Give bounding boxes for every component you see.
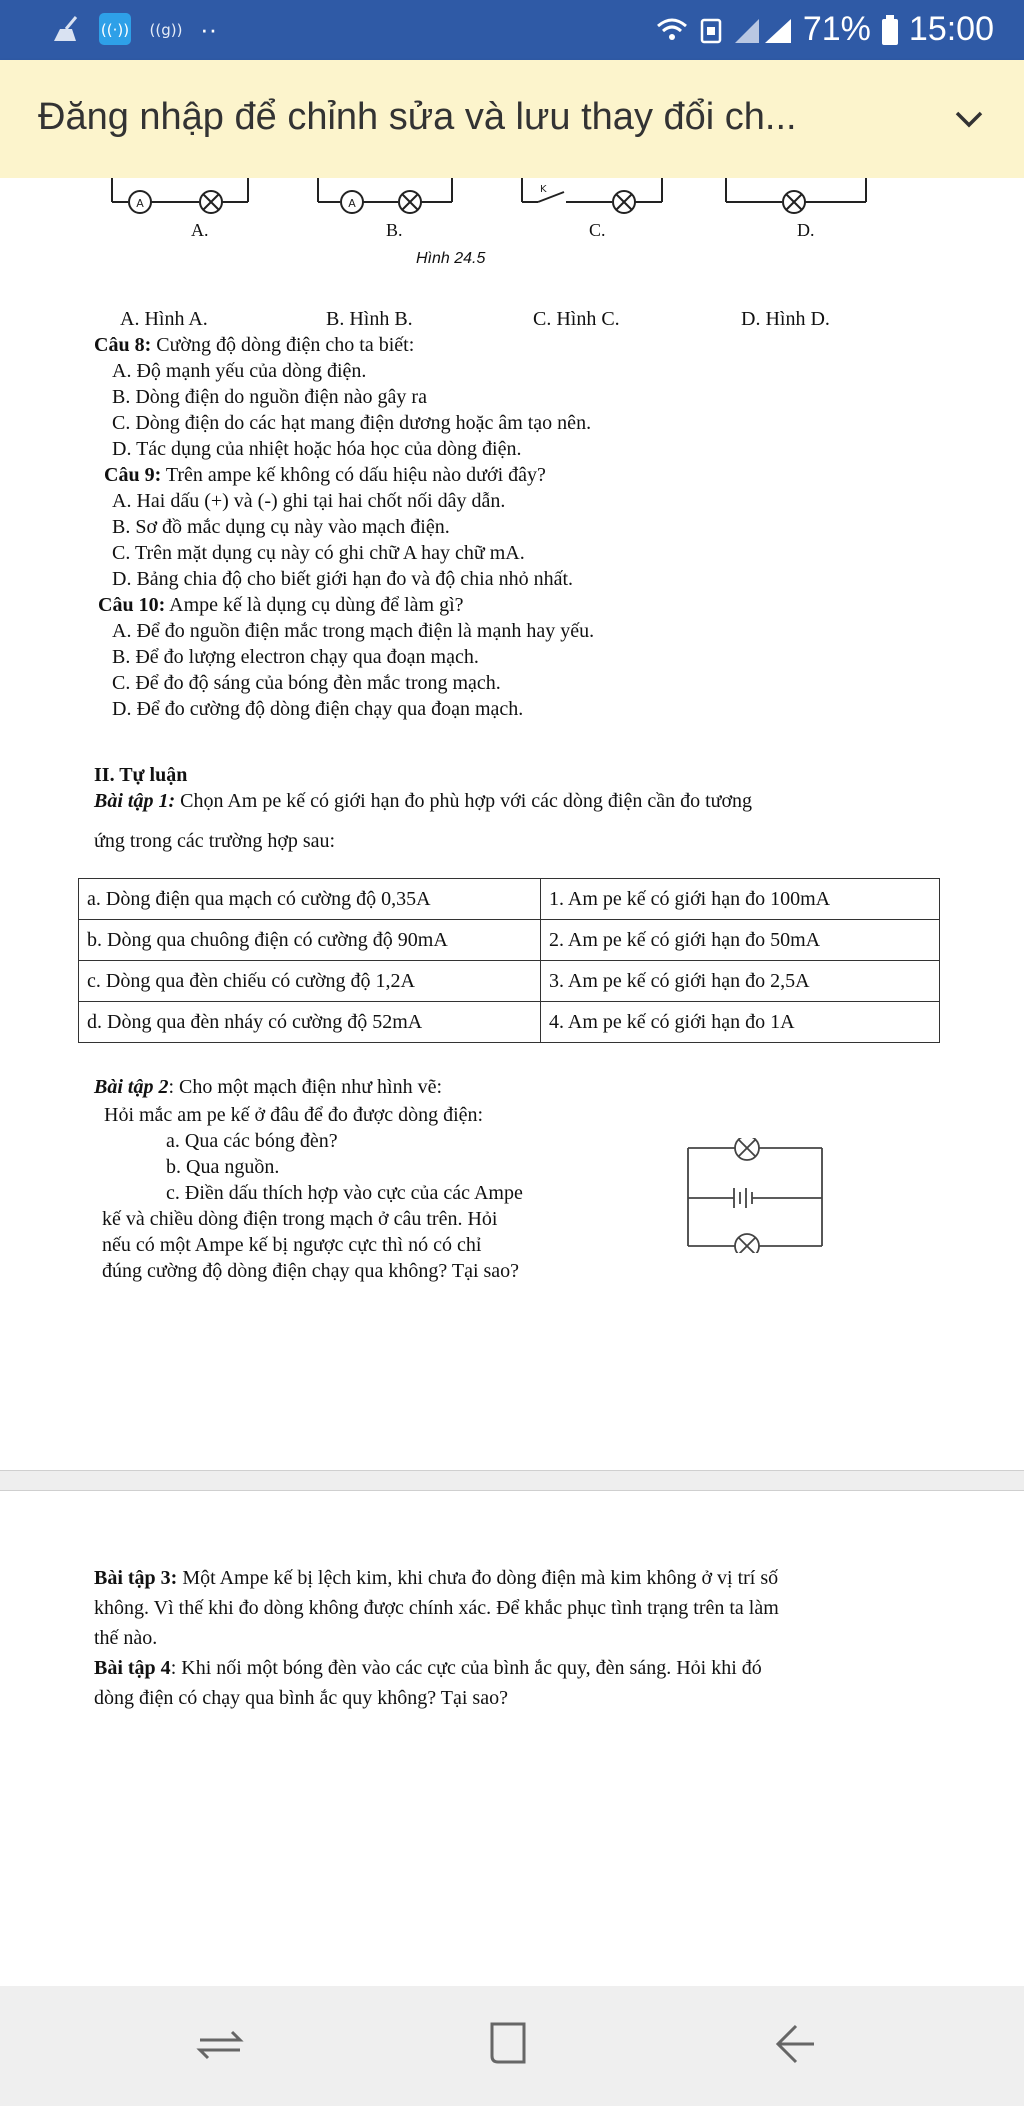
q10-option-d: D. Để đo cường độ dòng điện chạy qua đoạn mạch. xyxy=(112,698,524,720)
table-cell: a. Dòng điện qua mạch có cường độ 0,35A xyxy=(79,879,541,920)
table-row xyxy=(79,961,940,1002)
q7-option-b: B. Hình B. xyxy=(326,308,413,330)
q7-option-c: C. Hình C. xyxy=(533,308,620,330)
figure-24-5-circuits xyxy=(100,178,900,238)
bt1-text-line-2: ứng trong các trường hợp sau: xyxy=(94,830,336,852)
exercise-3 xyxy=(94,1565,778,1591)
bt2-line-3: b. Qua nguồn. xyxy=(166,1156,280,1178)
navigation-bar xyxy=(0,1986,1024,2106)
q8-option-c: C. Dòng điện do các hạt mang điện dương hoặc âm tạo nên. xyxy=(112,412,592,434)
q10-option-c: C. Để đo độ sáng của bóng đèn mắc trong mạch. xyxy=(112,672,501,694)
table-row xyxy=(79,879,940,920)
table-cell: b. Dòng qua chuông điện có cường độ 90mA xyxy=(79,920,541,961)
wifi-icon xyxy=(655,15,689,45)
svg-text:K: K xyxy=(540,184,547,195)
bt2-line-6: nếu có một Ampe kế bị ngược cực thì nó có chỉ xyxy=(102,1234,482,1256)
data-icon xyxy=(699,15,723,45)
hotspot-icon xyxy=(98,12,132,46)
section-heading: II. Tự luận xyxy=(94,764,188,786)
q7-option-a: A. Hình A. xyxy=(120,308,208,330)
svg-text:((·)): ((·)) xyxy=(100,21,130,39)
back-icon[interactable] xyxy=(772,2016,820,2072)
bt4-label: Bài tập 4 xyxy=(94,1657,171,1679)
recent-apps-icon[interactable] xyxy=(196,2016,244,2072)
q9-option-c: C. Trên mặt dụng cụ này có ghi chữ A hay chữ mA. xyxy=(112,542,525,564)
svg-text:A: A xyxy=(136,197,144,210)
bt2-line-4: c. Điền dấu thích hợp vào cực của các Ampe xyxy=(166,1182,523,1204)
q8-option-d: D. Tác dụng của nhiệt hoặc hóa học của dòng điện. xyxy=(112,438,522,460)
figure-caption: Hình 24.5 xyxy=(416,250,486,267)
signal-icon xyxy=(733,15,793,45)
q10-label: Câu 10: xyxy=(98,594,166,616)
exercise-2-intro xyxy=(94,1074,442,1100)
exercise-1-intro xyxy=(94,788,752,814)
figure-label-d: D. xyxy=(797,220,815,240)
bt3-text-line-3: thế nào. xyxy=(94,1627,158,1649)
q8-option-a: A. Độ mạnh yếu của dòng điện. xyxy=(112,360,367,382)
table-cell: 2. Am pe kế có giới hạn đo 50mA xyxy=(541,920,940,961)
q9-label: Câu 9: xyxy=(104,464,162,486)
bt1-text-line-1: Chọn Am pe kế có giới hạn đo phù hợp với các dòng điện cần đo tương xyxy=(175,790,753,812)
wifi-calling-icon xyxy=(146,14,186,44)
question-9 xyxy=(104,462,546,488)
bt3-text-line-2: không. Vì thế khi đo dòng không được chính xác. Để khắc phục tình trạng trên ta làm xyxy=(94,1597,779,1619)
bt2-text: : Cho một mạch điện như hình vẽ: xyxy=(168,1076,443,1098)
figure-label-c: C. xyxy=(589,220,606,240)
table-cell: d. Dòng qua đèn nháy có cường độ 52mA xyxy=(79,1002,541,1043)
table-cell: 1. Am pe kế có giới hạn đo 100mA xyxy=(541,879,940,920)
exercise-4 xyxy=(94,1655,762,1681)
question-8 xyxy=(94,332,414,358)
status-bar xyxy=(0,0,1024,60)
table-row xyxy=(79,1002,940,1043)
document-page-1[interactable] xyxy=(0,178,1024,1471)
q9-option-a: A. Hai dấu (+) và (-) ghi tại hai chốt nối dây dẫn. xyxy=(112,490,506,512)
document-page-2[interactable] xyxy=(0,1490,1024,1991)
svg-text:((g)): ((g)) xyxy=(149,21,183,39)
q8-label: Câu 8: xyxy=(94,334,152,356)
q9-option-d: D. Bảng chia độ cho biết giới hạn đo và độ chia nhỏ nhất. xyxy=(112,568,574,590)
bt2-line-1: Hỏi mắc am pe kế ở đâu để đo được dòng điện: xyxy=(104,1104,484,1126)
home-icon[interactable] xyxy=(484,2016,532,2072)
sign-in-banner[interactable] xyxy=(0,60,1024,178)
q8-text: Cường độ dòng điện cho ta biết: xyxy=(151,334,415,356)
clock: 15:00 xyxy=(908,10,994,48)
bt2-label: Bài tập 2 xyxy=(94,1076,169,1098)
battery-percent: 71% xyxy=(802,10,871,48)
battery-icon xyxy=(881,14,899,46)
chevron-down-icon[interactable] xyxy=(952,102,986,136)
status-dots: ·· xyxy=(200,13,218,44)
bt3-label: Bài tập 3: xyxy=(94,1567,178,1589)
table-cell: c. Dòng qua đèn chiếu có cường độ 1,2A xyxy=(79,961,541,1002)
figure-label-a: A. xyxy=(191,220,209,240)
q7-option-d: D. Hình D. xyxy=(741,308,830,330)
banner-message: Đăng nhập để chỉnh sửa và lưu thay đổi ch... xyxy=(38,96,797,138)
bt3-text-line-1: Một Ampe kế bị lệch kim, khi chưa đo dòng điện mà kim không ở vị trí số xyxy=(177,1567,779,1589)
q8-option-b: B. Dòng điện do nguồn điện nào gây ra xyxy=(112,386,427,408)
q10-option-a: A. Để đo nguồn điện mắc trong mạch điện là mạnh hay yếu. xyxy=(112,620,595,642)
matching-table xyxy=(78,878,940,1043)
table-cell: 4. Am pe kế có giới hạn đo 1A xyxy=(541,1002,940,1043)
bt4-text-line-2: dòng điện có chạy qua bình ắc quy không? Tại sao? xyxy=(94,1687,508,1709)
bt2-line-7: đúng cường độ dòng điện chạy qua không? Tại sao? xyxy=(102,1260,520,1282)
q9-text: Trên ampe kế không có dấu hiệu nào dưới đây? xyxy=(161,464,546,486)
table-cell: 3. Am pe kế có giới hạn đo 2,5A xyxy=(541,961,940,1002)
bt1-label: Bài tập 1: xyxy=(94,790,176,812)
figure-label-b: B. xyxy=(386,220,403,240)
svg-text:A: A xyxy=(348,197,356,210)
q10-text: Ampe kế là dụng cụ dùng để làm gì? xyxy=(165,594,464,616)
broom-icon xyxy=(50,14,84,44)
q9-option-b: B. Sơ đồ mắc dụng cụ này vào mạch điện. xyxy=(112,516,450,538)
bt2-line-2: a. Qua các bóng đèn? xyxy=(166,1130,338,1152)
q10-option-b: B. Để đo lượng electron chạy qua đoạn mạch. xyxy=(112,646,479,668)
circuit-diagram xyxy=(686,1138,826,1253)
bt2-line-5: kế và chiều dòng điện trong mạch ở câu trên. Hỏi xyxy=(102,1208,498,1230)
bt4-text-line-1: : Khi nối một bóng đèn vào các cực của bình ắc quy, đèn sáng. Hỏi khi đó xyxy=(170,1657,762,1679)
table-row xyxy=(79,920,940,961)
question-10 xyxy=(98,592,464,618)
